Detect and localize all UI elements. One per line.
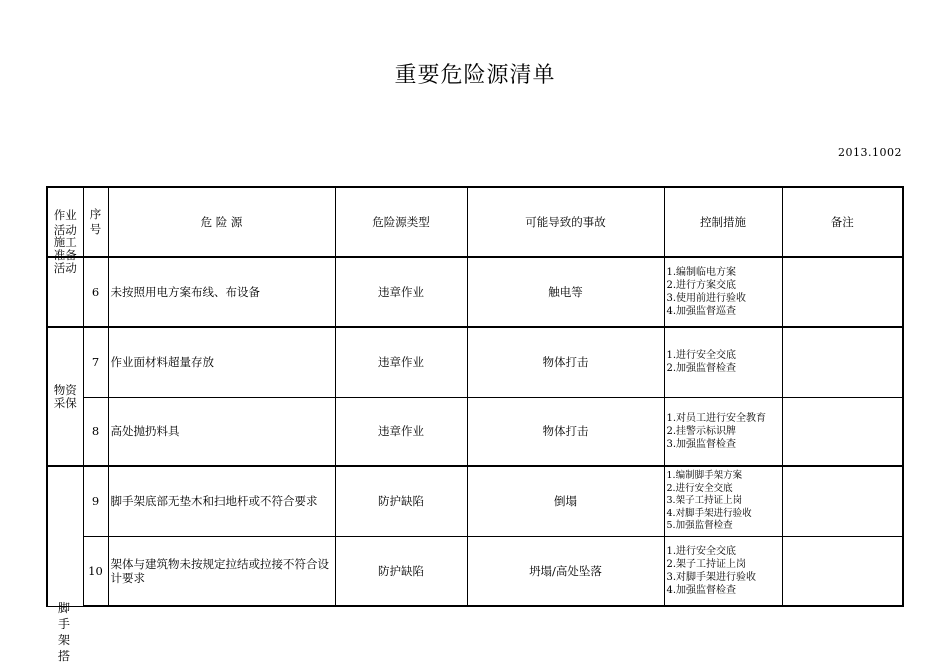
measure-item: 2.进行安全交底	[666, 482, 733, 494]
row-seq: 8	[83, 397, 108, 466]
row-measures	[664, 327, 782, 397]
group-material	[47, 327, 83, 466]
group-scaffold	[47, 466, 83, 606]
row-hazard: 高处抛扔料具	[108, 397, 335, 466]
measure-item: 1.编制临电方案	[666, 267, 737, 278]
hazard-table	[46, 186, 904, 607]
measure-item: 1.对员工进行安全教育	[666, 412, 767, 424]
row-seq: 6	[83, 257, 108, 327]
document-title: 重要危险源清单	[394, 63, 556, 88]
row-measures	[664, 466, 782, 536]
row-measures	[664, 257, 782, 327]
row-type: 防护缺陷	[335, 466, 467, 536]
header-row	[47, 187, 903, 257]
header-measures: 控制措施	[664, 187, 782, 257]
row-seq: 10	[83, 536, 108, 606]
group-scaffold-label: 脚手架搭	[57, 601, 70, 663]
row-remark	[782, 397, 903, 466]
row-hazard: 架体与建筑物未按规定拉结或拉接不符合设计要求	[108, 536, 335, 606]
row-hazard: 作业面材料超量存放	[108, 327, 335, 397]
measure-item: 3.架子工持证上岗	[666, 495, 743, 506]
row-accident: 倒塌	[467, 466, 664, 536]
row-type: 违章作业	[335, 257, 467, 327]
table-row	[47, 536, 903, 606]
document-code: 2013.1002	[838, 146, 902, 159]
row-accident: 物体打击	[467, 327, 664, 397]
row-seq: 9	[83, 466, 108, 536]
measure-item: 5.加强监督检查	[666, 520, 733, 531]
row-accident: 坍塌/高处坠落	[467, 536, 664, 606]
row-remark	[782, 466, 903, 536]
header-seq: 序号	[83, 187, 108, 257]
row-remark	[782, 257, 903, 327]
row-hazard: 未按照用电方案布线、布设备	[108, 257, 335, 327]
row-hazard: 脚手架底部无垫木和扫地杆或不符合要求	[108, 466, 335, 536]
row-remark	[782, 327, 903, 397]
group-prep	[47, 235, 83, 327]
header-activity: 作业活动	[47, 187, 83, 257]
header-accident: 可能导致的事故	[467, 187, 664, 257]
row-type: 违章作业	[335, 327, 467, 397]
measure-item: 1.编制脚手架方案	[666, 470, 743, 481]
group-prep-label: 施工准备活动	[53, 235, 77, 275]
measure-item: 1.进行安全交底	[666, 545, 737, 557]
measure-item: 3.加强监督检查	[666, 438, 737, 450]
measure-item: 1.进行安全交底	[666, 350, 737, 362]
row-accident: 物体打击	[467, 397, 664, 466]
row-seq: 7	[83, 327, 108, 397]
row-type: 防护缺陷	[335, 536, 467, 606]
row-type: 违章作业	[335, 397, 467, 466]
measure-item: 2.架子工持证上岗	[666, 558, 747, 570]
measure-item: 4.加强监督巡查	[666, 306, 737, 317]
table-row	[47, 257, 903, 327]
measure-item: 4.加强监督检查	[666, 584, 737, 596]
table-row	[47, 466, 903, 536]
row-remark	[782, 536, 903, 606]
table-row	[47, 327, 903, 397]
row-measures	[664, 536, 782, 606]
measure-item: 4.对脚手架进行验收	[666, 507, 752, 519]
header-type: 危险源类型	[335, 187, 467, 257]
row-measures	[664, 397, 782, 466]
measure-item: 3.对脚手架进行验收	[666, 571, 757, 583]
table-row	[47, 397, 903, 466]
header-hazard: 危 险 源	[108, 187, 335, 257]
measure-item: 2.挂警示标识牌	[666, 425, 737, 437]
row-accident: 触电等	[467, 257, 664, 327]
measure-item: 3.使用前进行验收	[666, 293, 747, 304]
measure-item: 2.进行方案交底	[666, 280, 737, 291]
header-remark: 备注	[782, 187, 903, 257]
group-material-label: 物资采保	[53, 382, 77, 410]
measure-item: 2.加强监督检查	[666, 363, 737, 375]
